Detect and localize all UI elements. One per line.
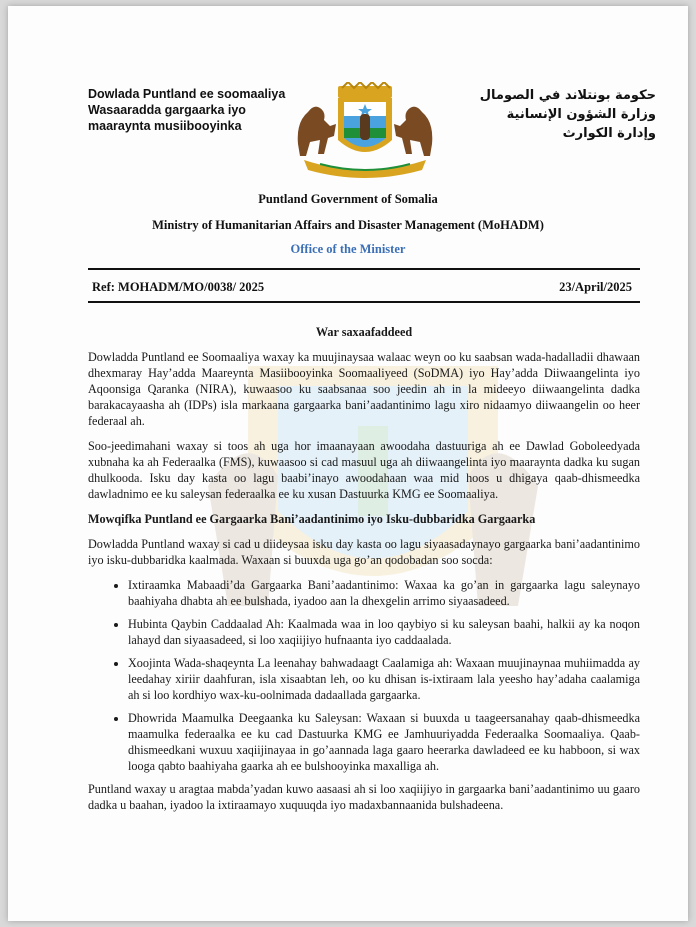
header-arabic-line: حكومة بونتلاند في الصومال — [479, 88, 656, 103]
letter-page — [8, 6, 688, 921]
header-arabic — [456, 86, 656, 143]
list-item: • Hubinta Qaybin Caddaalad Ah: Kaalmada waa in loo qaybiyo si ku saleysan baahi, halkii ay ka noqon lahayd dan siyaasadeed, si loo xaqiijiyo hufnaanta iyo caddaalada. — [128, 616, 640, 648]
header-somali-line: maaraynta musiibooyinka — [88, 119, 242, 133]
list-item: • Dhowrida Maamulka Deegaanka ku Saleysan: Waxaan si buuxda u taageersanahay qaab-dhismeedka maamulka federaalka ee ku cad Dastuurka KMG ee Jamhuuriyadda Federaalka Soomaaliya. Qaab-dhismeedkani wuxuu xaqiijinayaa in go’aannada laga gaaro heerarka dawladeed ee ku habboon, si wax looga qabto baahiyaha gaarka ah ee bulshooyinka maxalliga ah. — [128, 710, 640, 774]
principles-list — [88, 577, 640, 774]
government-name: Puntland Government of Somalia — [258, 192, 438, 206]
closing-paragraph: Puntland waxay u aragtaa mabda’yadan kuwo aasaasi ah si loo xaqiijiyo in gargaarka bani’aadantinimo uu gaaro dadka u baahan, iyadoo la ixtiraamayo xuquuqda iyo madaxbannaanida bulshadeena. — [88, 782, 640, 812]
header-somali-line: Dowlada Puntland ee soomaaliya — [88, 87, 286, 101]
paragraph: Dowladda Puntland ee Soomaaliya waxay ka muujinaysaa walaac weyn oo ku saabsan wada-hadalladii dhawaan dhexmaray Hay’adda Maareynta Masiibooyinka Soomaaliyeed (SoDMA) iyo Hay’adda Diiwaangelinta iyo Aqoonsiga Qaranka (NIRA), kuwaasoo ku saabsanaa soo jeedin ah in la mideeyo diiwaangelinta dadka barakacayaasha ah (IDPs) isla markaana gargaarka bani’aadantinimo lagu xiro nidaamyo diiwaangelin oo heer federaal ah. — [88, 350, 640, 428]
header-arabic-line: وزارة الشؤون الإنسانية — [506, 107, 656, 122]
puntland-coat-of-arms-icon — [290, 82, 440, 178]
paragraph: Soo-jeedimahani waxay si toos ah uga hor imaanayaan awoodaha dastuuriga ah ee Dawlad Goboleedyada xubnaha ka ah Federaalka (FMS), kuwaasoo si cad masuul uga ah diiwaangelinta iyo maaraynta dadka ku sugan dhulkooda. Isku day kasta oo lagu baabi’inayo awoodahaan waa mid hoos u dhigaya qaab-dhismeedka dawladnimo ee ku saleysan federaalka ee ku xusan Dastuurka KMG ee Soomaaliya. — [88, 439, 640, 501]
list-item: • Xoojinta Wada-shaqeynta La leenahay bahwadaagt Caalamiga ah: Waxaan muujinaynaa muhiimadda ay leedahay xiriir daahfuran, isla xisaabtan leh, oo ku dhisan is-ixtiraam lala yeesho hay’adaha caalamiga ah si loo kordhiyo wax-ku-oolnimada dadaallada gargaarka. — [128, 655, 640, 703]
letter-body — [88, 324, 640, 822]
paragraph: Dowladda Puntland waxay si cad u diideysaa isku day kasta oo lagu siyaasadaynayo gargaarka bani’aadantinimo iyo isku-dubbaridka kaalmada. Waxaan si buuxda uga go’an qodobadan soo socda: — [88, 537, 640, 567]
ref-divider — [88, 301, 640, 303]
section-heading: Mowqifka Puntland ee Gargaarka Bani’aadantinimo iyo Isku-dubbaridka Gargaarka — [88, 512, 536, 526]
office-name: Office of the Minister — [290, 242, 406, 256]
header-divider — [88, 268, 640, 270]
ministry-name: Ministry of Humanitarian Affairs and Disaster Management (MoHADM) — [152, 218, 544, 232]
list-item: • Ixtiraamka Mabaadi’da Gargaarka Bani’aadantinimo: Waxaa ka go’an in gargaarka lagu saleynayo baahiyaha dhabta ah ee bulshada, iyadoo aan la dhexgelin arrimo siyaasadeed. — [128, 577, 640, 609]
reference-number: Ref: MOHADM/MO/0038/ 2025 — [92, 280, 265, 294]
header-somali-line: Wasaaradda gargaarka iyo — [88, 103, 246, 117]
letter-date: 23/April/2025 — [559, 280, 632, 294]
header-somali — [88, 86, 308, 134]
document-title: War saxaafaddeed — [315, 325, 413, 339]
header-arabic-line: وإدارة الكوارث — [562, 126, 656, 141]
